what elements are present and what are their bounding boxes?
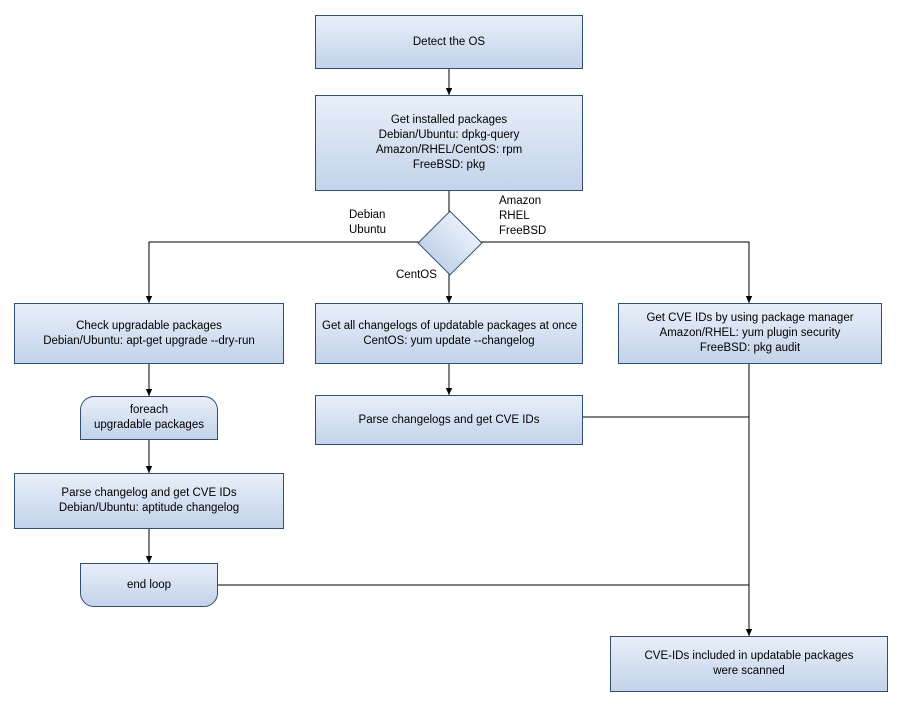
node-check-upgradable-packages-line-1: Debian/Ubuntu: apt-get upgrade --dry-run	[43, 334, 255, 347]
edge-label-amazon: Amazon	[499, 195, 542, 207]
node-foreach-line-0: foreach	[129, 404, 169, 416]
node-foreach-upgradable-packages[interactable]	[80, 396, 218, 440]
node-scan-complete-line-1: were scanned	[713, 665, 785, 677]
node-scan-complete[interactable]	[610, 636, 888, 692]
node-end-loop-line-0: end loop	[126, 578, 172, 591]
node-parse-changelog-line-0: Parse changelog and get CVE IDs	[61, 487, 237, 499]
node-parse-changelogs-line-0: Parse changelogs and get CVE IDs	[358, 413, 540, 426]
node-get-cve-ids-package-manager-line-2: FreeBSD: pkg audit	[699, 342, 801, 354]
node-check-upgradable-packages-line-0: Check upgradable packages	[76, 319, 222, 332]
node-get-installed-packages-line-1: Debian/Ubuntu: dpkg-query	[378, 129, 520, 141]
edge-label-debian-ubuntu	[349, 208, 386, 238]
node-get-all-changelogs[interactable]	[315, 303, 583, 364]
node-check-upgradable-packages[interactable]	[14, 303, 284, 364]
node-parse-changelog-get-cve-ids[interactable]	[14, 473, 284, 529]
node-get-cve-ids-package-manager-line-1: Amazon/RHEL: yum plugin security	[659, 327, 841, 339]
node-os-decision[interactable]	[417, 210, 482, 275]
node-get-installed-packages-line-2: Amazon/RHEL/CentOS: rpm	[375, 144, 523, 156]
node-parse-changelog-line-1: Debian/Ubuntu: aptitude changelog	[58, 502, 240, 514]
node-get-all-changelogs-line-1: CentOS: yum update --changelog	[363, 334, 535, 347]
node-detect-os[interactable]	[315, 15, 583, 69]
edge-label-ubuntu: Ubuntu	[349, 224, 387, 236]
edge-label-debian: Debian	[349, 209, 386, 221]
node-detect-os-line-0: Detect the OS	[412, 35, 486, 48]
node-get-all-changelogs-line-0: Get all changelogs of updatable packages at once	[322, 319, 578, 332]
edge-label-rhel: RHEL	[499, 210, 530, 222]
node-foreach-line-1: upgradable packages	[94, 419, 204, 431]
node-end-loop[interactable]	[80, 563, 218, 607]
node-get-installed-packages-line-3: FreeBSD: pkg	[412, 159, 486, 171]
node-get-installed-packages[interactable]	[315, 95, 583, 191]
edge-label-centos	[396, 268, 437, 283]
node-get-installed-packages-line-0: Get installed packages	[390, 114, 508, 126]
edge-label-freebsd: FreeBSD	[499, 225, 547, 237]
node-parse-changelogs-get-cve-ids[interactable]	[315, 395, 583, 445]
node-get-cve-ids-package-manager[interactable]	[618, 303, 882, 364]
edge-label-amazon-rhel-freebsd	[499, 194, 546, 239]
edge-label-centos-text: CentOS	[396, 269, 437, 281]
node-get-cve-ids-package-manager-line-0: Get CVE IDs by using package manager	[646, 312, 854, 324]
node-scan-complete-line-0: CVE-IDs included in updatable packages	[644, 650, 854, 662]
